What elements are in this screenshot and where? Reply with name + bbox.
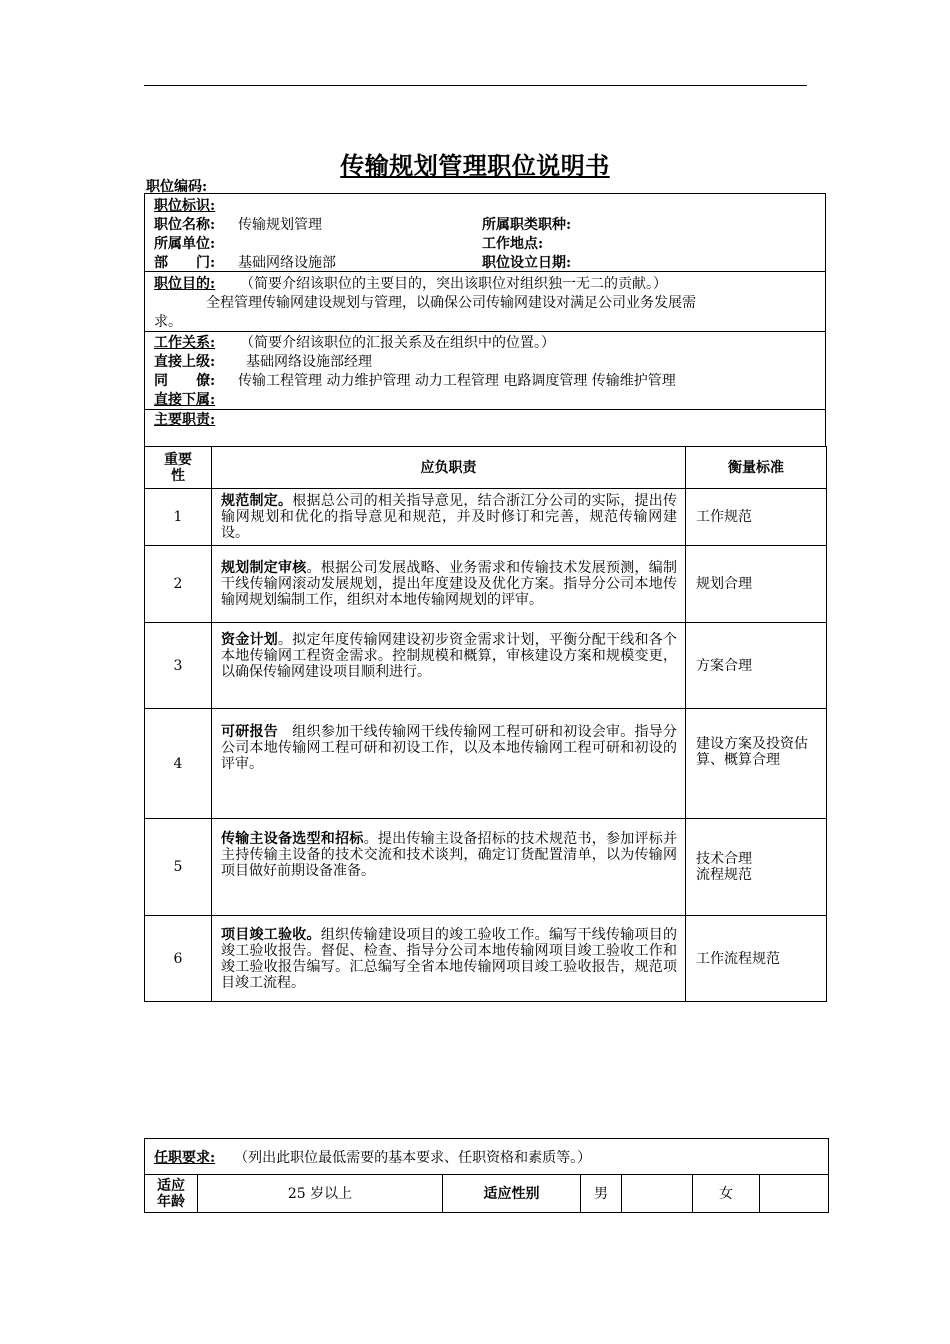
male-checkbox-cell[interactable] [622, 1175, 693, 1213]
duty-text: 。根据公司发展战略、业务需求和传输技术发展预测，编制干线传输网滚动发展规划，提出年度建设及优化方案。指导分公司本地传输网规划编制工作，组织对本地传输网规划的评审。 [221, 560, 678, 608]
separator-relations [144, 409, 826, 410]
table-row [145, 819, 827, 916]
department-label: 部 门: [154, 255, 216, 271]
row-number: 2 [145, 546, 212, 623]
row-number: 3 [145, 623, 212, 709]
row-number: 5 [145, 819, 212, 916]
row-measure: 技术合理 流程规范 [686, 819, 827, 916]
header-measure: 衡量标准 [686, 447, 827, 489]
row-responsibility [212, 709, 686, 819]
age-label: 适应 年龄 [145, 1175, 198, 1213]
female-checkbox-cell[interactable] [760, 1175, 829, 1213]
row-number: 6 [145, 916, 212, 1002]
header-importance: 重要 性 [145, 447, 212, 489]
position-name-value: 传输规划管理 [238, 217, 322, 233]
peers-value: 传输工程管理 动力维护管理 动力工程管理 电路调度管理 传输维护管理 [238, 373, 676, 389]
duty-text: 根据总公司的相关指导意见，结合浙江分公司的实际，提出传输网规划和优化的指导意见和规范，并及时修订和完善，规范传输网建设。 [221, 493, 678, 541]
duty-table [144, 446, 827, 1002]
age-value: 25 岁以上 [198, 1175, 443, 1213]
male-label: 男 [581, 1175, 622, 1213]
duty-title: 可研报告 [221, 723, 279, 740]
table-row [145, 546, 827, 623]
relations-label: 工作关系: [154, 335, 216, 351]
requirements-table [144, 1138, 829, 1213]
main-duties-label: 主要职责: [154, 412, 216, 428]
duty-text: 组织传输建设项目的竣工验收工作。编写干线传输项目的竣工验收报告。督促、检查、指导分公司本地传输网项目竣工验收工作和竣工验收报告编写。汇总编写全省本地传输网项目竣工验收报告，规范项目竣工流程。 [221, 926, 678, 991]
purpose-text-line1: 全程管理传输网建设规划与管理，以确保公司传输网建设对满足公司业务发展需 [206, 295, 696, 311]
requirements-header [145, 1139, 829, 1175]
superior-label: 直接上级: [154, 354, 216, 370]
position-category-label: 所属职类职种: [482, 217, 572, 233]
purpose-text-line2: 求。 [154, 314, 182, 330]
header-rule [144, 85, 807, 86]
duty-text: 组织参加干线传输网干线传输网工程可研和初设会审。指导分公司本地传输网工程可研和初设工作，以及本地传输网工程可研和初设的评审。 [221, 723, 678, 772]
row-measure: 工作流程规范 [686, 916, 827, 1002]
duty-title: 项目竣工验收。 [221, 926, 321, 943]
requirements-hint: （列出此职位最低需要的基本要求、任职资格和素质等。） [234, 1149, 592, 1166]
duty-title: 资金计划 [221, 631, 279, 648]
identity-section-label: 职位标识: [154, 198, 216, 214]
position-name-label: 职位名称: [154, 217, 216, 233]
location-label: 工作地点: [482, 236, 544, 252]
unit-label: 所属单位: [154, 236, 216, 252]
document-title: 传输规划管理职位说明书 [340, 151, 610, 180]
row-measure: 建设方案及投资估算、概算合理 [686, 709, 827, 819]
row-responsibility [212, 916, 686, 1002]
duty-text: 。提出传输主设备招标的技术规范书，参加评标并主持传输主设备的技术交流和技术谈判，确定订货配置清单，以为传输网项目做好前期设备准备。 [221, 831, 678, 879]
separator-purpose [144, 331, 826, 332]
duty-title: 传输主设备选型和招标 [221, 831, 364, 847]
duty-table-header [145, 447, 827, 489]
table-row [145, 709, 827, 819]
row-responsibility [212, 623, 686, 709]
subordinate-label: 直接下属: [154, 392, 216, 408]
duty-title: 规范制定。 [221, 493, 293, 509]
department-value: 基础网络设施部 [238, 255, 336, 271]
row-responsibility [212, 819, 686, 916]
requirements-label: 任职要求: [154, 1149, 216, 1166]
table-row [145, 489, 827, 546]
gender-label: 适应性别 [443, 1175, 581, 1213]
row-measure: 方案合理 [686, 623, 827, 709]
purpose-hint: （简要介绍该职位的主要目的，突出该职位对组织独一无二的贡献。） [240, 276, 667, 292]
row-measure: 规划合理 [686, 546, 827, 623]
row-number: 4 [145, 709, 212, 819]
header-responsibility: 应负职责 [212, 447, 686, 489]
row-responsibility [212, 546, 686, 623]
row-responsibility [212, 489, 686, 546]
row-measure: 工作规范 [686, 489, 827, 546]
table-row [145, 623, 827, 709]
superior-value: 基础网络设施部经理 [246, 354, 372, 370]
table-row [145, 916, 827, 1002]
peers-label: 同 僚: [154, 373, 216, 389]
purpose-label: 职位目的: [154, 276, 216, 292]
duty-title: 规划制定审核 [221, 560, 307, 576]
female-label: 女 [693, 1175, 760, 1213]
duty-text: 。拟定年度传输网建设初步资金需求计划，平衡分配干线和各个本地传输网工程资金需求。控制规模和概算，审核建设方案和规模变更，以确保传输网建设项目顺利进行。 [221, 631, 678, 680]
row-number: 1 [145, 489, 212, 546]
established-date-label: 职位设立日期: [482, 255, 572, 271]
relations-hint: （简要介绍该职位的汇报关系及在组织中的位置。） [240, 335, 555, 351]
position-code-label: 职位编码: [146, 179, 208, 195]
